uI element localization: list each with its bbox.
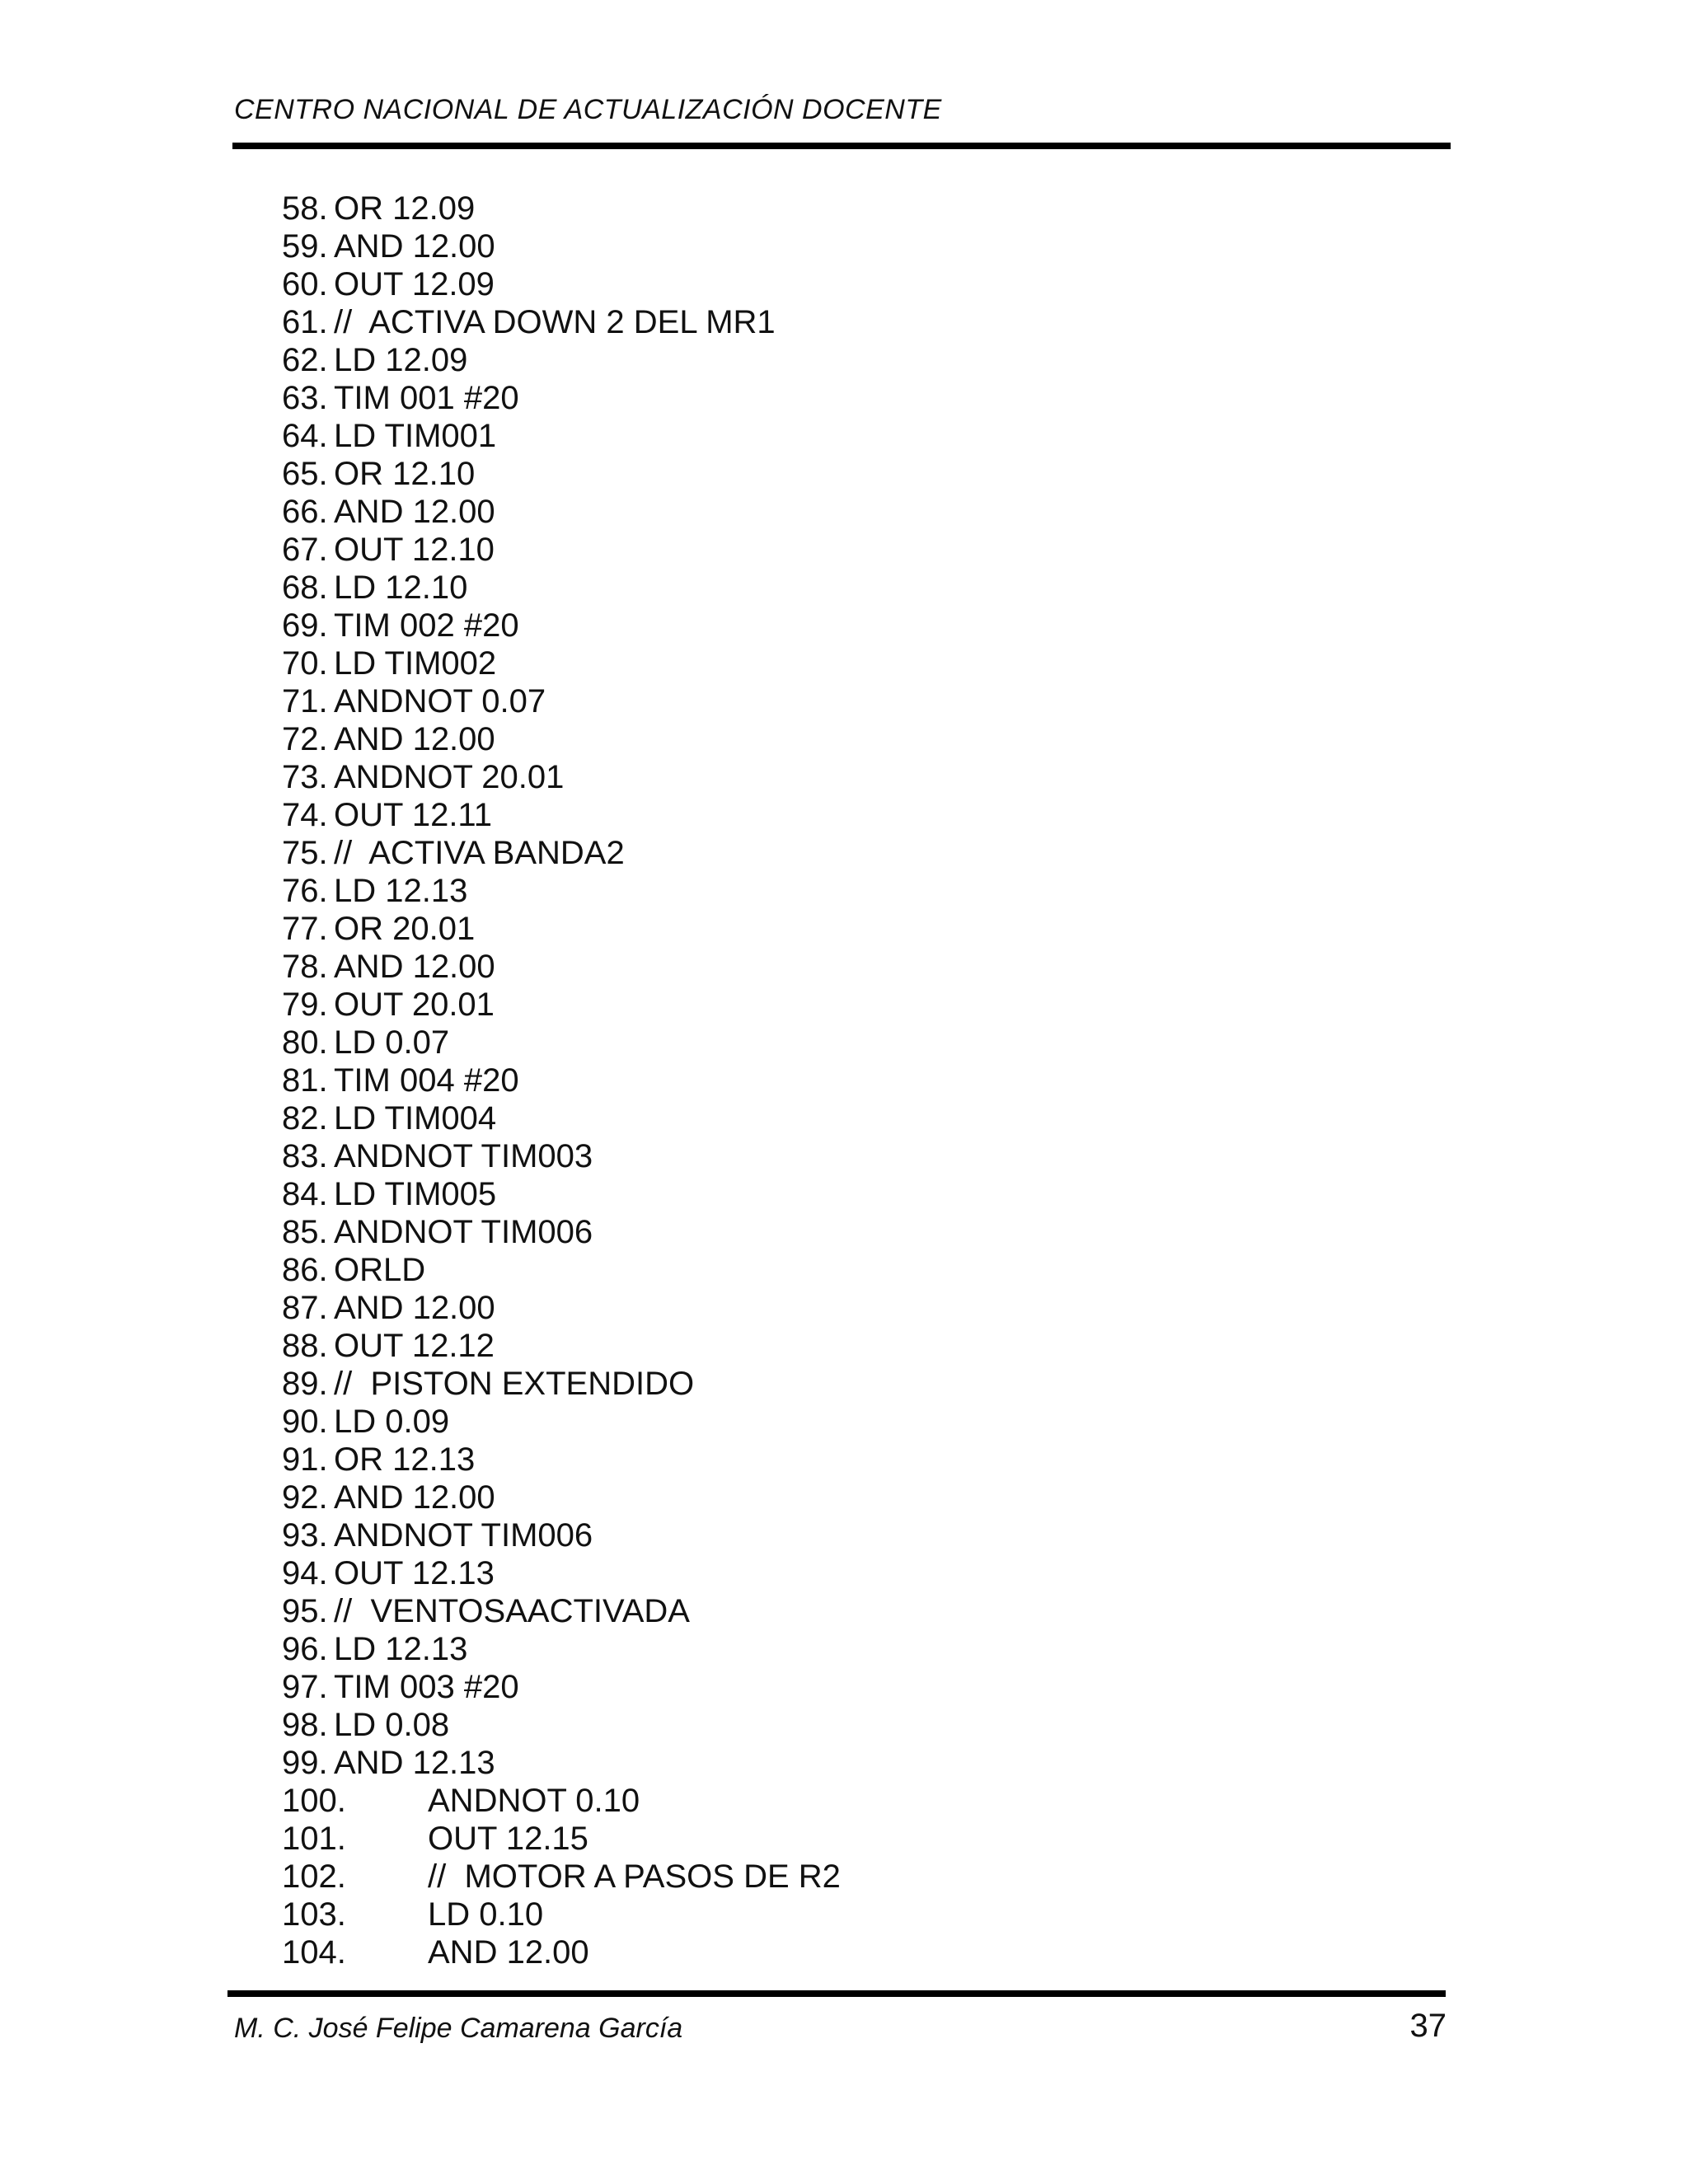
instruction: TIM 003 #20 (334, 1669, 519, 1705)
list-item (282, 265, 1436, 303)
line-number: 64. (282, 418, 328, 454)
line-number: 62. (282, 342, 328, 378)
line-number: 68. (282, 569, 328, 606)
line-number: 94. (282, 1555, 328, 1591)
list-item (282, 227, 1436, 265)
line-number: 59. (282, 228, 328, 265)
list-item (282, 1403, 1436, 1441)
instruction: OUT 12.13 (334, 1555, 495, 1591)
list-item (282, 1706, 1436, 1744)
instruction: LD TIM002 (334, 645, 497, 682)
footer-author: M. C. José Felipe Camarena García (234, 2013, 683, 2044)
instruction: AND 12.00 (428, 1934, 589, 1971)
list-item (282, 493, 1436, 531)
list-item (282, 1592, 1436, 1630)
comment-line: // MOTOR A PASOS DE R2 (428, 1858, 841, 1895)
footer-rule (227, 1990, 1446, 1997)
list-item (282, 341, 1436, 379)
list-item (282, 1062, 1436, 1099)
line-number: 85. (282, 1214, 328, 1250)
instruction: ANDNOT 0.07 (334, 683, 546, 719)
list-item (282, 1175, 1436, 1213)
list-item (282, 1441, 1436, 1479)
instruction: OR 12.10 (334, 456, 476, 492)
list-item (282, 720, 1436, 758)
list-item (282, 1630, 1436, 1668)
line-number: 89. (282, 1366, 328, 1402)
line-number: 88. (282, 1328, 328, 1364)
line-number: 99. (282, 1745, 328, 1781)
list-item (282, 1896, 1436, 1933)
list-item (282, 1289, 1436, 1327)
line-number: 84. (282, 1176, 328, 1212)
list-item (282, 1668, 1436, 1706)
instruction: LD 12.10 (334, 569, 468, 606)
instruction: OR 12.13 (334, 1441, 476, 1478)
instruction: LD 12.13 (334, 1631, 468, 1667)
instruction: OUT 12.12 (334, 1328, 495, 1364)
line-number: 101. (282, 1821, 346, 1857)
list-item (282, 682, 1436, 720)
page-number: 37 (1409, 2008, 1447, 2044)
line-number: 70. (282, 645, 328, 682)
instruction: ORLD (334, 1252, 426, 1288)
instruction: AND 12.00 (334, 494, 495, 530)
instruction: TIM 001 #20 (334, 380, 519, 416)
line-number: 100. (282, 1783, 346, 1819)
instruction: ANDNOT 20.01 (334, 759, 565, 795)
instruction: LD 0.09 (334, 1404, 450, 1440)
line-number: 86. (282, 1252, 328, 1288)
list-item (282, 644, 1436, 682)
comment-line: // PISTON EXTENDIDO (334, 1366, 695, 1402)
line-number: 90. (282, 1404, 328, 1440)
list-item (282, 1858, 1436, 1896)
line-number: 71. (282, 683, 328, 719)
line-number: 92. (282, 1479, 328, 1516)
instruction: OUT 12.15 (428, 1821, 588, 1857)
comment-line: // VENTOSAACTIVADA (334, 1593, 690, 1629)
page-header-title: CENTRO NACIONAL DE ACTUALIZACIÓN DOCENTE (234, 94, 942, 125)
list-item (282, 1024, 1436, 1062)
line-number: 73. (282, 759, 328, 795)
line-number: 67. (282, 532, 328, 568)
line-number: 81. (282, 1062, 328, 1099)
list-item (282, 872, 1436, 910)
instruction: LD TIM004 (334, 1100, 497, 1137)
comment-line: // ACTIVA DOWN 2 DEL MR1 (334, 304, 776, 340)
list-item (282, 834, 1436, 872)
line-number: 66. (282, 494, 328, 530)
comment-line: // ACTIVA BANDA2 (334, 835, 625, 871)
instruction: LD 12.13 (334, 873, 468, 909)
line-number: 95. (282, 1593, 328, 1629)
line-number: 87. (282, 1290, 328, 1326)
instruction: ANDNOT 0.10 (428, 1783, 640, 1819)
instruction: TIM 004 #20 (334, 1062, 519, 1099)
line-number: 80. (282, 1024, 328, 1061)
line-number: 60. (282, 266, 328, 302)
instruction: LD 0.07 (334, 1024, 450, 1061)
instruction: OUT 12.09 (334, 266, 495, 302)
list-item (282, 910, 1436, 948)
list-item (282, 303, 1436, 341)
line-number: 75. (282, 835, 328, 871)
line-number: 93. (282, 1517, 328, 1554)
list-item (282, 379, 1436, 417)
instruction: OR 20.01 (334, 911, 476, 947)
instruction: AND 12.13 (334, 1745, 495, 1781)
instruction: LD TIM005 (334, 1176, 497, 1212)
instruction: AND 12.00 (334, 949, 495, 985)
instruction: AND 12.00 (334, 228, 495, 265)
instruction: OUT 12.11 (334, 797, 492, 833)
list-item (282, 1327, 1436, 1365)
line-number: 83. (282, 1138, 328, 1174)
list-item (282, 1479, 1436, 1516)
instruction: TIM 002 #20 (334, 607, 519, 644)
list-item (282, 1137, 1436, 1175)
line-number: 63. (282, 380, 328, 416)
line-number: 74. (282, 797, 328, 833)
instruction: ANDNOT TIM006 (334, 1214, 593, 1250)
list-item (282, 1213, 1436, 1251)
line-number: 69. (282, 607, 328, 644)
list-item (282, 796, 1436, 834)
header-rule (232, 143, 1451, 149)
list-item (282, 569, 1436, 607)
line-number: 65. (282, 456, 328, 492)
instruction: LD 0.08 (334, 1707, 450, 1743)
instruction: AND 12.00 (334, 1290, 495, 1326)
instruction: ANDNOT TIM006 (334, 1517, 593, 1554)
instruction: OR 12.09 (334, 190, 476, 227)
list-item (282, 758, 1436, 796)
line-number: 104. (282, 1934, 346, 1971)
line-number: 79. (282, 987, 328, 1023)
list-item (282, 948, 1436, 986)
list-item (282, 1782, 1436, 1820)
instruction: AND 12.00 (334, 1479, 495, 1516)
instruction: AND 12.00 (334, 721, 495, 757)
list-item (282, 417, 1436, 455)
line-number: 58. (282, 190, 328, 227)
line-number: 96. (282, 1631, 328, 1667)
line-number: 82. (282, 1100, 328, 1137)
instruction: LD 0.10 (428, 1896, 544, 1933)
line-number: 76. (282, 873, 328, 909)
list-item (282, 455, 1436, 493)
instruction: OUT 20.01 (334, 987, 495, 1023)
line-number: 91. (282, 1441, 328, 1478)
list-item (282, 1820, 1436, 1858)
list-item (282, 1365, 1436, 1403)
line-number: 77. (282, 911, 328, 947)
list-item (282, 190, 1436, 227)
line-number: 102. (282, 1858, 346, 1895)
list-item (282, 986, 1436, 1024)
line-number: 61. (282, 304, 328, 340)
list-item (282, 1744, 1436, 1782)
line-number: 78. (282, 949, 328, 985)
instruction: OUT 12.10 (334, 532, 495, 568)
list-item (282, 1933, 1436, 1971)
instruction: ANDNOT TIM003 (334, 1138, 593, 1174)
instruction: LD 12.09 (334, 342, 468, 378)
list-item (282, 1251, 1436, 1289)
list-item (282, 531, 1436, 569)
list-item (282, 1554, 1436, 1592)
code-listing (282, 190, 1436, 1971)
line-number: 97. (282, 1669, 328, 1705)
list-item (282, 607, 1436, 644)
list-item (282, 1099, 1436, 1137)
line-number: 98. (282, 1707, 328, 1743)
line-number: 103. (282, 1896, 346, 1933)
line-number: 72. (282, 721, 328, 757)
list-item (282, 1516, 1436, 1554)
instruction: LD TIM001 (334, 418, 497, 454)
